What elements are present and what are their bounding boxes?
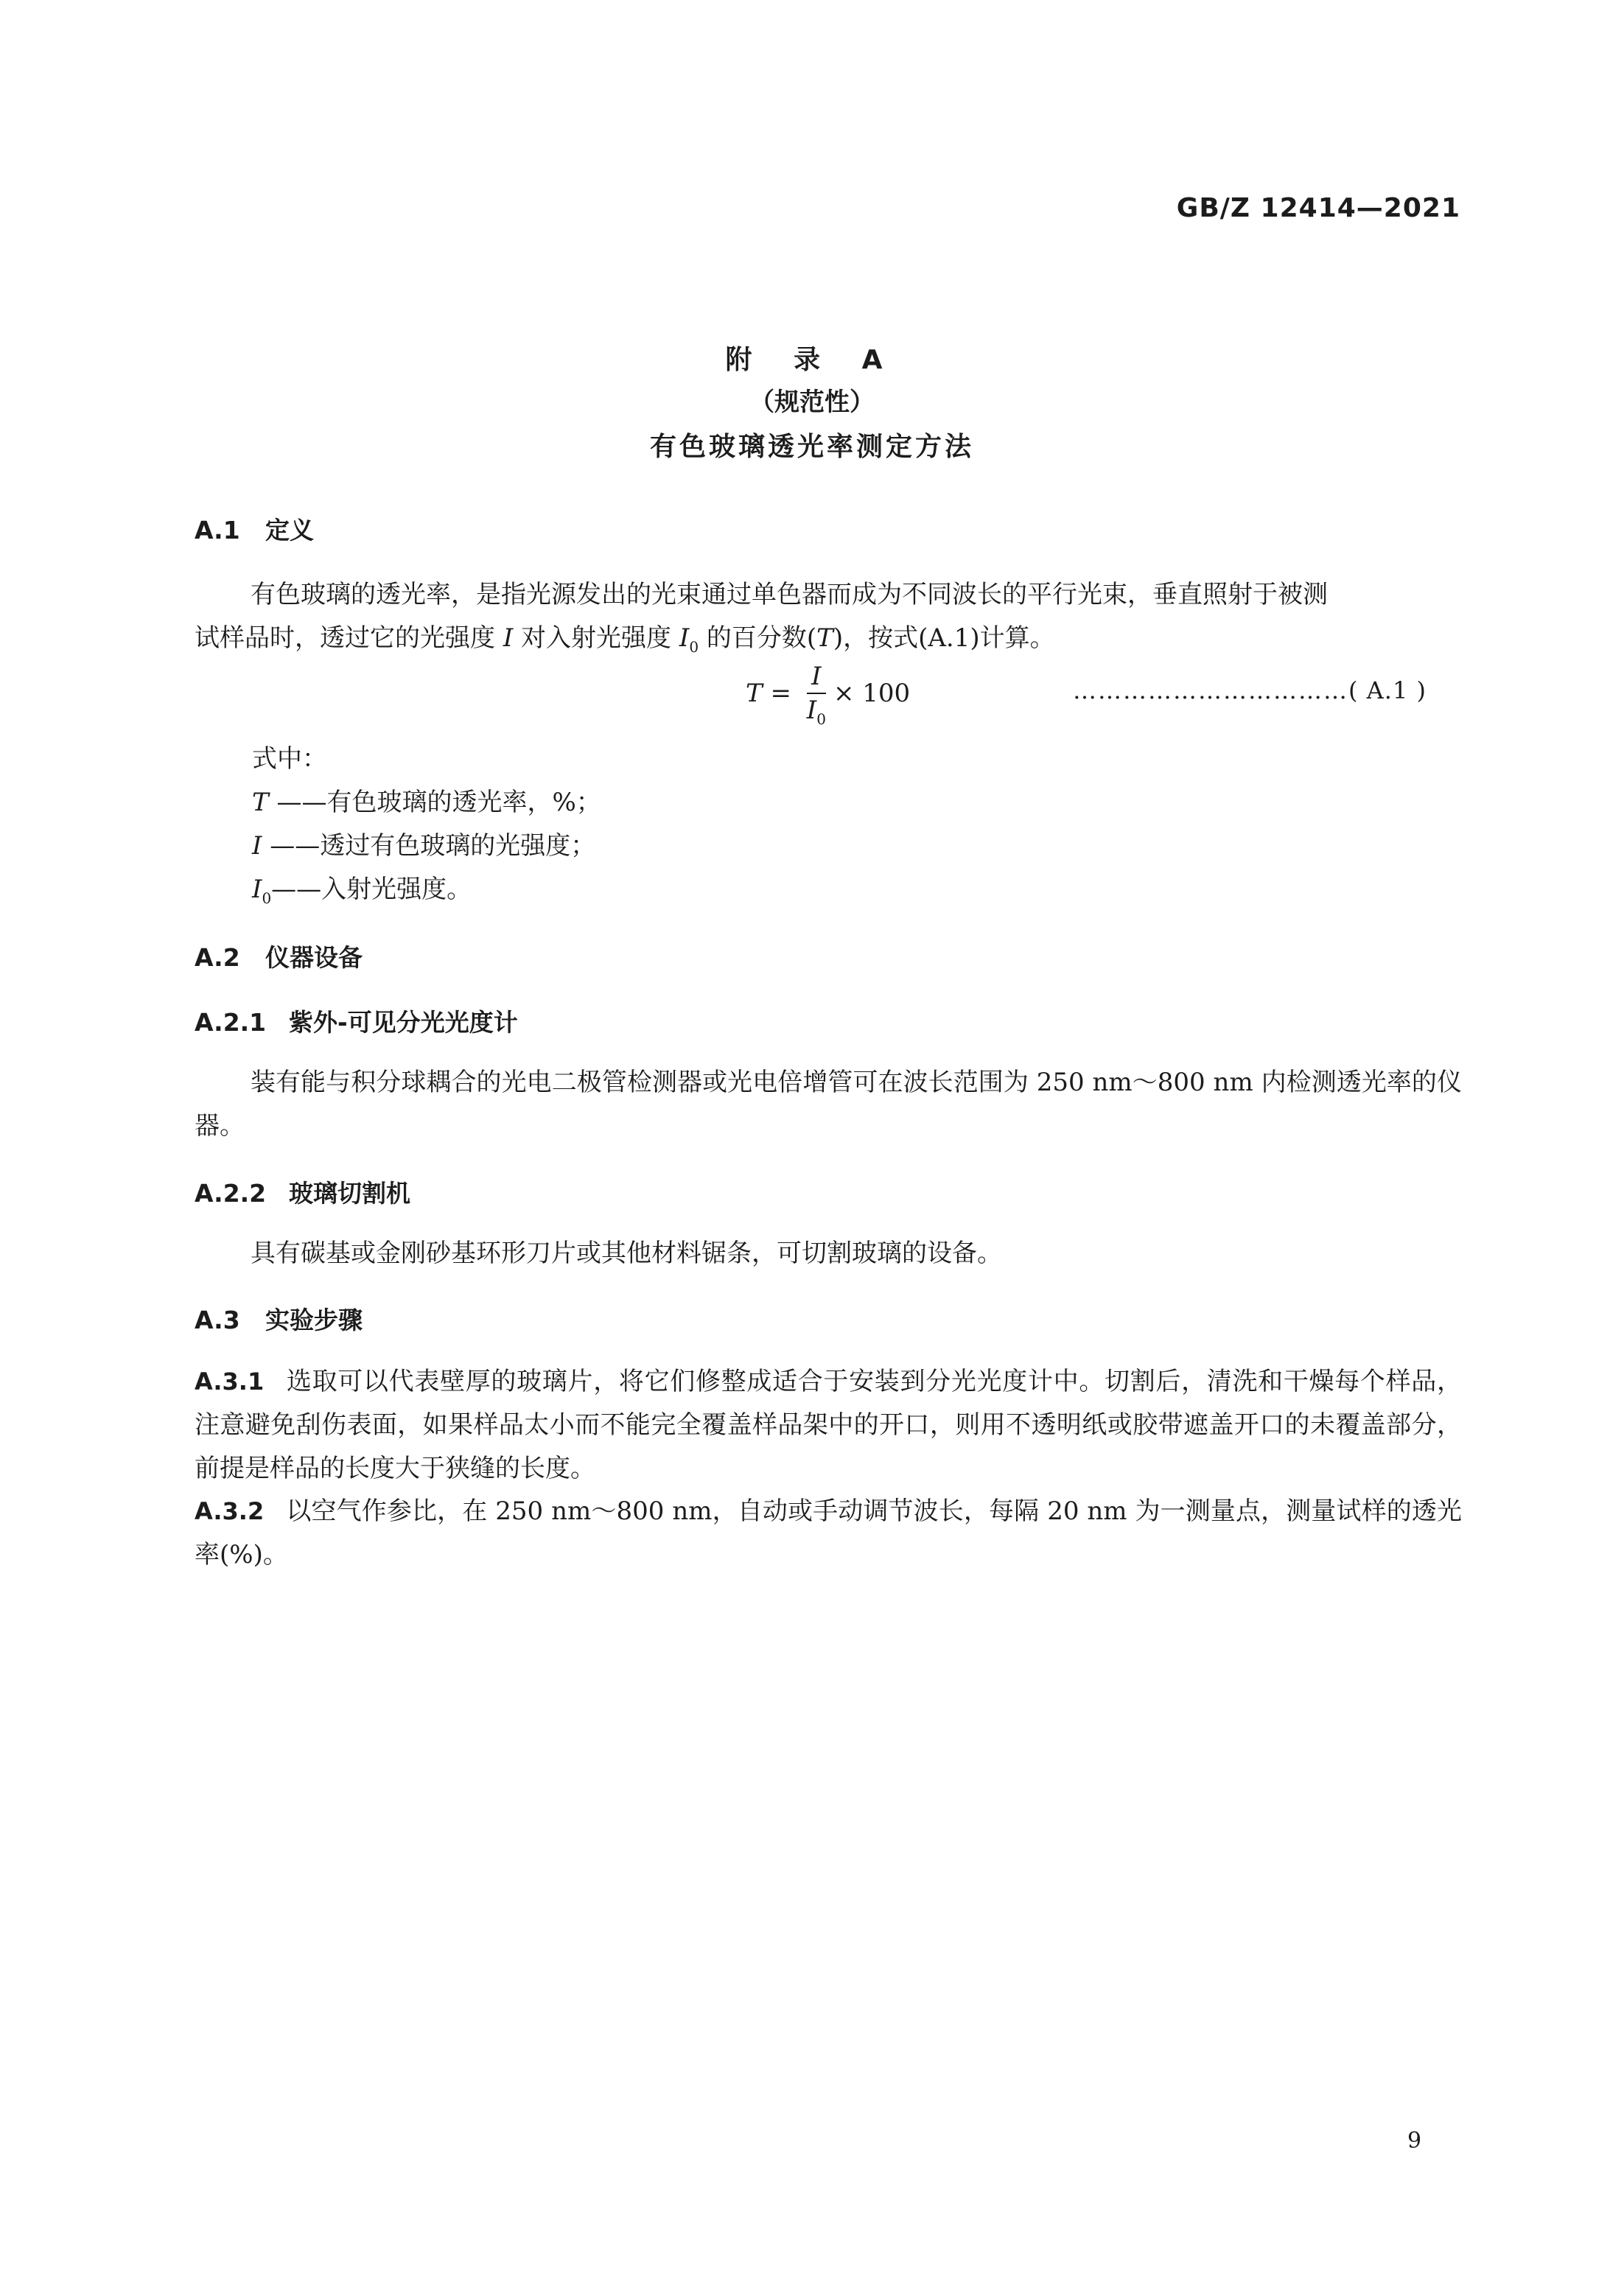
section-a21-heading: A.2.1 紫外-可见分光光度计 [195, 1008, 518, 1037]
annex-title: 有色玻璃透光率测定方法 [649, 432, 974, 462]
definition-I0: $I_0——$入射光强度。 [252, 875, 472, 907]
fraction: $\frac{I}{I_0}$ [806, 662, 826, 728]
formula-a1: T = $\frac{I}{I_0}$ × 100 [746, 662, 911, 728]
a32-paragraph: A.3.2 以空气作参比，在 250 nm～800 nm，自动或手动调节波长，每隔 20 nm 为一测量点，测量试样的透光率(%)。 [195, 1496, 1462, 1569]
a22-paragraph: 具有碳基或金刚砂基环形刀片或其他材料锯条，可切割玻璃的设备。 [251, 1239, 1002, 1268]
annex-label: 附 录 A [725, 345, 899, 375]
definition-T: T ——有色玻璃的透光率，%； [252, 788, 601, 817]
a1-paragraph-line1: 有色玻璃的透光率，是指光源发出的光束通过单色器而成为不同波长的平行光束，垂直照射于被测 [251, 580, 1328, 609]
standard-number: GB/Z 12414—2021 [1176, 193, 1460, 223]
section-a3-heading: A.3 实验步骤 [195, 1306, 363, 1334]
equation-number: ……………………………( A.1 ) [1073, 676, 1427, 704]
section-a1-heading [195, 511, 314, 546]
annex-nature: （规范性） [749, 388, 875, 417]
a31-paragraph: A.3.1 选取可以代表壁厚的玻璃片，将它们修整成适合于安装到分光光度计中。切割后，清洗和干燥每个样品，注意避免刮伤表面，如果样品太小而不能完全覆盖样品架中的开口，则用不透明纸或胶带遮盖开口的未覆盖部分，前提是样品的长度大于狭缝的长度。 [195, 1367, 1462, 1483]
a1-paragraph-line2: 试样品时，透过它的光强度 I 对入射光强度 $I_0$ 的百分数(T)，按式(A.1)计算。 [195, 623, 1055, 656]
section-a22-heading: A.2.2 玻璃切割机 [195, 1179, 410, 1208]
page-number: 9 [1407, 2128, 1422, 2154]
section-a2-heading: A.2 仪器设备 [195, 943, 363, 972]
where-label: 式中： [252, 744, 327, 774]
definition-I: I ——透过有色玻璃的光强度； [252, 831, 596, 861]
section-title: 定义 [265, 516, 314, 545]
section-number: A.1 [195, 516, 240, 545]
a21-paragraph: 装有能与积分球耦合的光电二极管检测器或光电倍增管可在波长范围为 250 nm～800 nm 内检测透光率的仪器。 [195, 1068, 1462, 1141]
